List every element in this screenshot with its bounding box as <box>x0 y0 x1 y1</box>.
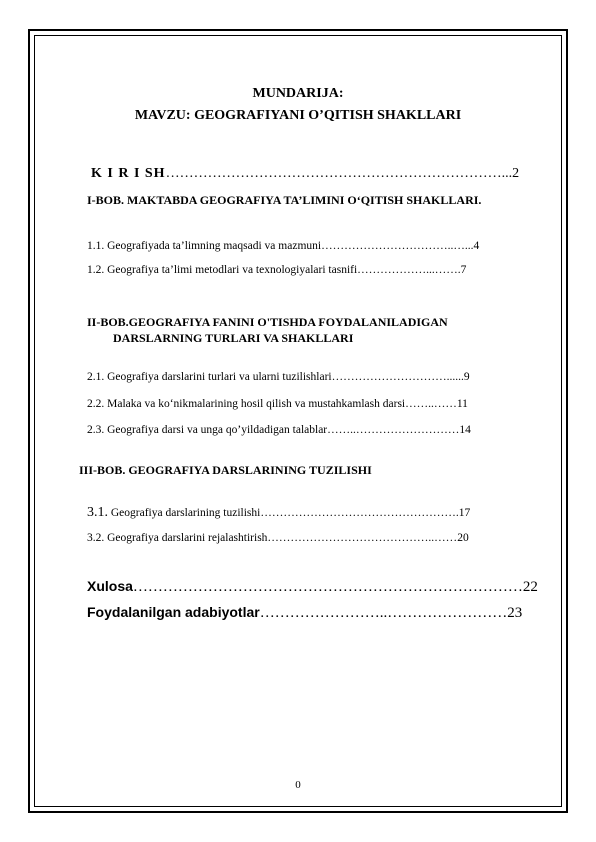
toc-entry-text: 2.2. Malaka va ko‘nikmalarining hosil qilish va mustahkamlash darsi……..…… <box>87 398 457 410</box>
toc-section-1-2[interactable] <box>87 264 466 276</box>
toc-page-number: 7 <box>460 264 467 276</box>
toc-heading: MUNDARIJA: <box>252 86 344 101</box>
page-number: 0 <box>295 779 301 791</box>
toc-page-number: 20 <box>457 532 469 544</box>
toc-entry-xulosa[interactable] <box>87 578 538 596</box>
toc-section-3-1[interactable] <box>87 505 470 521</box>
topic-title: MAVZU: GEOGRAFIYANI O’QITISH SHAKLLARI <box>134 108 462 123</box>
toc-chapter-3[interactable]: III-BOB. GEOGRAFIYA DARSLARINING TUZILISHI <box>79 463 372 477</box>
toc-entry-references[interactable] <box>87 604 522 622</box>
toc-entry-text: Geografiya darslarining tuzilishi……………………………………………. <box>108 507 459 519</box>
toc-section-2-3[interactable] <box>87 424 471 436</box>
toc-page-number: 17 <box>458 507 471 519</box>
toc-section-3-2[interactable] <box>87 532 469 544</box>
toc-leader: ……………………..…………………… <box>259 605 508 621</box>
toc-chapter-2[interactable]: II-BOB.GEOGRAFIYA FANINI O'TISHDA FOYDALANILADIGAN <box>87 315 448 329</box>
toc-page-number: 23 <box>507 605 523 621</box>
toc-entry-text: 1.2. Geografiya ta’limi metodlari va texnologiyalari tasnifi………………...……. <box>87 264 461 276</box>
toc-section-2-2[interactable] <box>87 398 468 410</box>
toc-page-number: 14 <box>459 424 471 436</box>
toc-entry-label: Xulosa <box>87 578 133 594</box>
toc-entry-label: K I R I SH <box>91 166 166 181</box>
toc-leader: ………………………………………………………………... <box>165 166 513 181</box>
toc-page-number: 22 <box>522 579 538 595</box>
toc-entry-label: Foydalanilgan adabiyotlar <box>87 604 260 620</box>
toc-entry-text: 2.3. Geografiya darsi va unga qo’yildadigan talablar……..……………………… <box>87 424 460 436</box>
toc-chapter-1[interactable]: I-BOB. MAKTABDA GEOGRAFIYA TA’LIMINI O‘QITISH SHAKLLARI. <box>87 193 482 207</box>
toc-entry-text: 3.2. Geografiya darslarini rejalashtirish……………………………………..…… <box>87 532 458 544</box>
toc-chapter-2-continued[interactable]: DARSLARNING TURLARI VA SHAKLLARI <box>113 331 354 345</box>
toc-page-number: 11 <box>456 398 468 410</box>
toc-section-number: 3.1. <box>87 505 108 520</box>
toc-section-2-1[interactable] <box>87 371 470 383</box>
toc-entry-kirish[interactable] <box>91 166 519 182</box>
toc-section-1-1[interactable] <box>87 240 479 252</box>
toc-page-number: 2 <box>512 166 520 181</box>
toc-entry-text: 1.1. Geografiyada ta’limning maqsadi va mazmuni……………………………..…... <box>87 240 474 252</box>
toc-entry-text: 2.1. Geografiya darslarini turlari va ularni tuzilishlari…………………………...... <box>87 371 464 383</box>
toc-page-number: 4 <box>473 240 480 252</box>
page-border-inner <box>34 35 562 807</box>
toc-leader: …………………………………………………………………… <box>132 579 523 595</box>
toc-page-number: 9 <box>463 371 470 383</box>
